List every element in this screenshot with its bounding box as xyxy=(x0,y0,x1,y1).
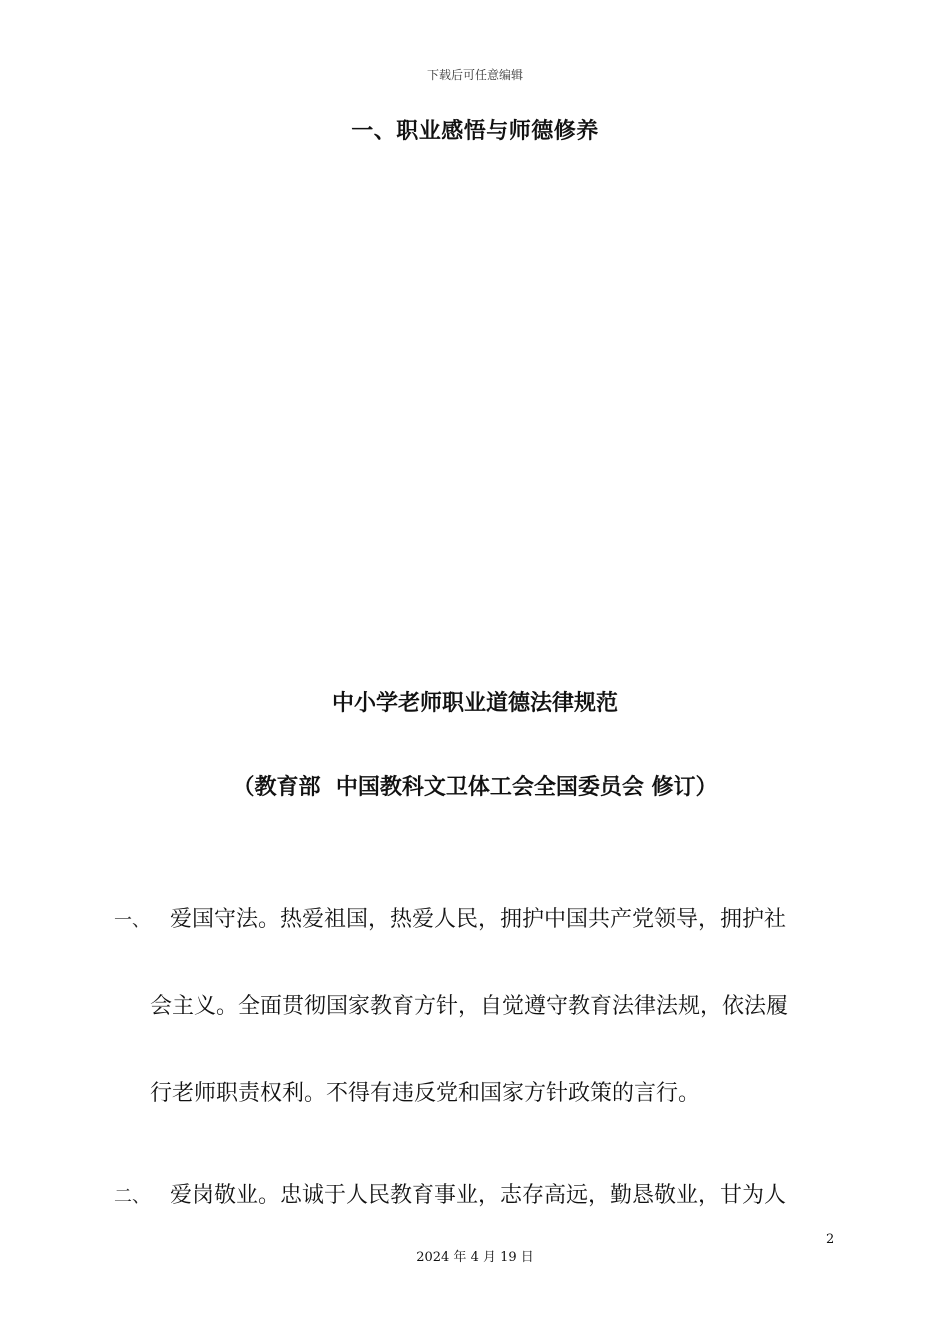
footer-date: 2024 年 4 月 19 日 xyxy=(416,1250,534,1265)
article-line: 爱岗敬业。忠诚于人民教育事业，志存高远，勤恳敬业，甘为人 xyxy=(170,1183,787,1208)
document-title: 中小学老师职业道德法律规范 xyxy=(331,691,618,716)
header-note: 下载后可任意编辑 xyxy=(426,68,523,82)
article-number: 一、 xyxy=(114,910,150,931)
article-number: 二、 xyxy=(114,1186,150,1207)
article-line: 爱国守法。热爱祖国，热爱人民，拥护中国共产党领导，拥护社 xyxy=(170,907,787,932)
article-line: 会主义。全面贯彻国家教育方针，自觉遵守教育法律法规，依法履 xyxy=(150,994,789,1019)
section-title: 一、职业感悟与师德修养 xyxy=(351,119,599,144)
page-number: 2 xyxy=(826,1232,835,1247)
document-subtitle: （教育部 中国教科文卫体工会全国委员会 修订） xyxy=(232,775,718,800)
article-line: 行老师职责权利。不得有违反党和国家方针政策的言行。 xyxy=(150,1081,701,1106)
